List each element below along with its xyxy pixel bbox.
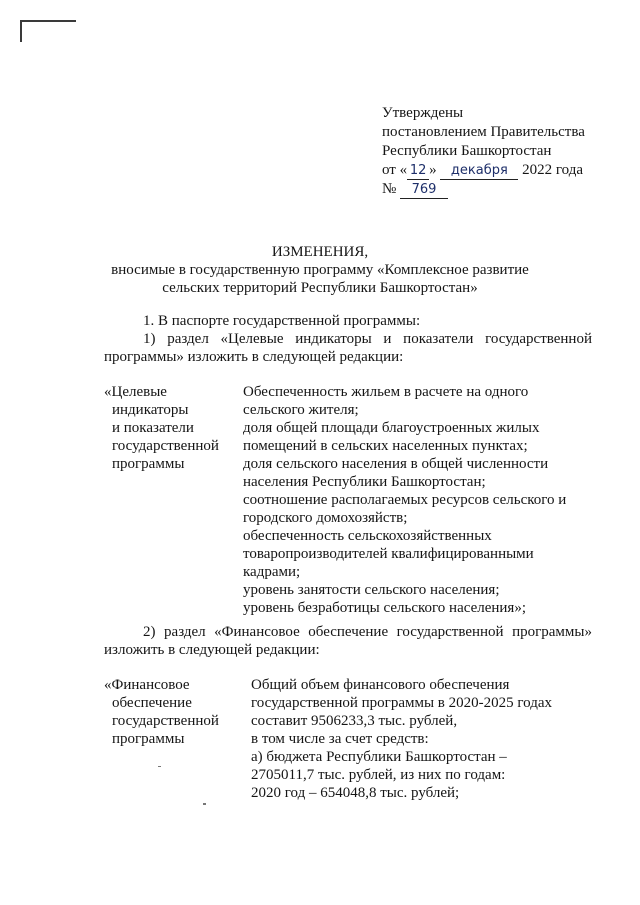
date-day: 12 — [407, 163, 429, 180]
section-1-item-1-line-2: программы» изложить в следующей редакции: — [104, 349, 404, 365]
block-1-content-line: Обеспеченность жильем в расчете на одного — [243, 384, 529, 400]
corner-mark-horizontal — [20, 20, 76, 22]
block-1-content — [243, 383, 566, 617]
document-subtitle-line-1: вносимые в государственную программу «Комплексное развитие — [111, 262, 529, 278]
block-2-label-line: программы — [112, 731, 185, 747]
number-label: № — [382, 181, 397, 197]
block-2-content-line: в том числе за счет средств: — [251, 731, 429, 747]
block-1-content-line: сельского жителя; — [243, 402, 359, 418]
approval-number-line — [382, 180, 585, 199]
decree-number: 769 — [400, 182, 448, 199]
block-1-label-line: индикаторы — [112, 402, 189, 418]
block-2-content-line: Общий объем финансового обеспечения — [251, 677, 510, 693]
block-1-content-line: помещений в сельских населенных пунктах; — [243, 438, 528, 454]
block-1-content-line: городского домохозяйств; — [243, 510, 408, 526]
block-1-content-line: соотношение располагаемых ресурсов сельского и — [243, 492, 567, 508]
date-prefix: от « — [382, 162, 408, 178]
approval-line-1: Утверждены — [382, 105, 464, 121]
block-2-content-line: а) бюджета Республики Башкортостан – — [251, 749, 507, 765]
block-1-content-line: уровень занятости сельского населения; — [243, 582, 500, 598]
block-1-content-line: доля сельского населения в общей численности — [243, 456, 549, 472]
approval-line-2: постановлением Правительства — [382, 124, 585, 140]
block-1-content-line: доля общей площади благоустроенных жилых — [243, 420, 540, 436]
corner-mark-vertical — [20, 20, 22, 42]
block-2-label — [104, 676, 219, 748]
block-2-label-line: обеспечение — [112, 695, 192, 711]
block-2-content-line: составит 9506233,3 тыс. рублей, — [251, 713, 458, 729]
block-1-content-line: уровень безработицы сельского населения»; — [243, 600, 526, 616]
approval-stamp — [382, 104, 585, 199]
scan-speck — [158, 766, 161, 767]
date-year: 2022 года — [522, 162, 583, 178]
section-2-item-2-line-1-wrap — [143, 623, 592, 641]
block-1-label-line: государственной — [112, 438, 219, 454]
block-1-label-line: программы — [112, 456, 185, 472]
date-month: декабря — [440, 163, 518, 180]
block-2-content-line: государственной программы в 2020-2025 годах — [251, 695, 553, 711]
block-1-content-line: обеспеченность сельскохозяйственных — [243, 528, 492, 544]
approval-line-3: Республики Башкортостан — [382, 143, 552, 159]
document-subtitle-line-2: сельских территорий Республики Башкортостан» — [162, 280, 478, 296]
block-1-label-line: «Целевые — [104, 384, 167, 400]
block-2-content — [251, 676, 552, 802]
section-1-intro: 1. В паспорте государственной программы: — [143, 313, 421, 329]
approval-date-line — [382, 161, 585, 180]
section-2-item-2-line-2: изложить в следующей редакции: — [104, 642, 320, 658]
block-1-content-line: товаропроизводителей квалифицированными — [243, 546, 534, 562]
block-2-label-line: государственной — [112, 713, 219, 729]
block-1-label-line: и показатели — [112, 420, 194, 436]
block-1-content-line: кадрами; — [243, 564, 301, 580]
block-1-label — [104, 383, 219, 473]
scan-speck — [203, 803, 206, 805]
block-2-content-line: 2020 год – 654048,8 тыс. рублей; — [251, 785, 460, 801]
section-1-item-1-line-1: 1) раздел «Целевые индикаторы и показатели государственной — [143, 331, 592, 347]
block-2-content-line: 2705011,7 тыс. рублей, из них по годам: — [251, 767, 506, 783]
section-1-item-1-line-1-wrap — [143, 330, 592, 348]
document-heading: ИЗМЕНЕНИЯ, — [271, 244, 369, 260]
block-2-label-line: «Финансовое — [104, 677, 190, 693]
date-mid: » — [429, 162, 437, 178]
section-2-item-2-line-1: 2) раздел «Финансовое обеспечение государственной программы» — [143, 624, 592, 640]
block-1-content-line: населения Республики Башкортостан; — [243, 474, 486, 490]
